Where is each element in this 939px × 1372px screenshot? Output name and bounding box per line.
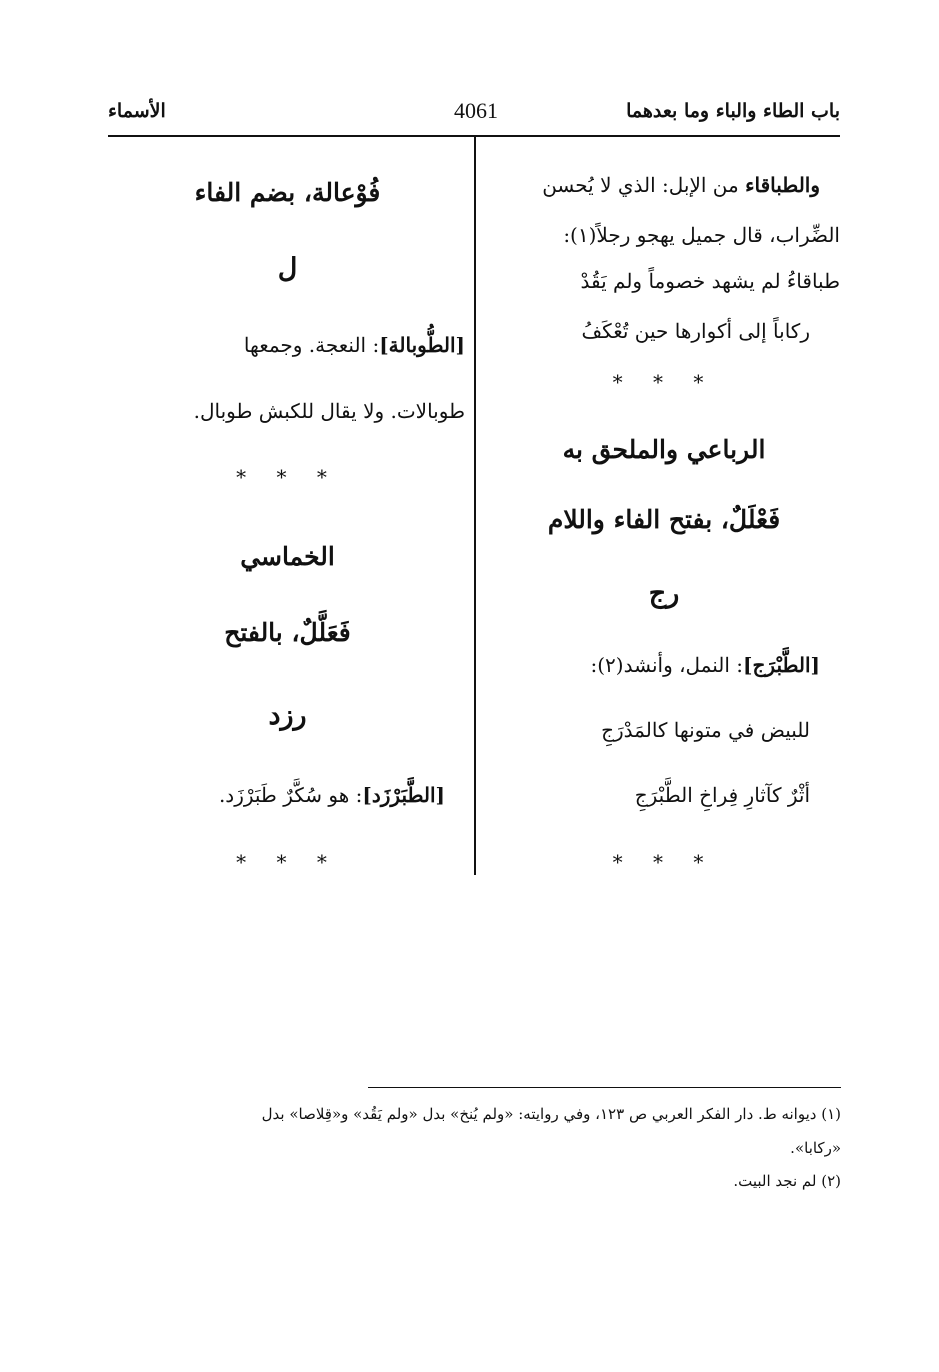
root-heading: ل	[277, 253, 298, 284]
verse-line: أثْرٌ كآثارِ فِراخِ الطَّبْرَجِ	[634, 783, 810, 807]
paragraph-line: الضِّراب، قال جميل يهجو رجلاً(١):	[563, 223, 840, 247]
section-title: الرباعي والملحق به	[562, 435, 766, 464]
footnote-rule	[368, 1087, 841, 1088]
column-divider	[474, 137, 476, 875]
pattern-title: فُوْعالة، بضم الفاء	[194, 178, 381, 207]
pattern-title: فَعَلَّلٌ، بالفتح	[224, 618, 351, 647]
paragraph-line: والطباقاء من الإبل: الذي لا يُحسن	[542, 173, 820, 197]
entry-line: [الطَّبْرَج]: النمل، وأنشد(٢):	[590, 653, 820, 677]
separator-stars: * * *	[612, 370, 716, 394]
page-header	[108, 96, 840, 136]
entry-headword: [الطَّبَرْزَد]	[362, 783, 445, 807]
entry-headword: [الطُّوبالة]	[379, 333, 465, 357]
separator-stars: * * *	[612, 850, 716, 874]
entry-line: طوبالات. ولا يقال للكبش طوبال.	[193, 399, 465, 423]
separator-stars: * * *	[236, 465, 339, 489]
section-title: الخماسي	[240, 542, 335, 571]
footnote-1-continuation: «ركابا».	[790, 1139, 841, 1157]
entry-line: [الطُّوبالة]: النعجة. وجمعها	[243, 333, 465, 357]
separator-stars: * * *	[236, 850, 339, 874]
page-number: 4061	[454, 98, 498, 123]
root-heading: رج	[648, 578, 680, 609]
verse-line: طباقاءُ لم يشهد خصوماً ولم يَقُدْ	[580, 269, 840, 293]
entry-line: [الطَّبَرْزَد]: هو سُكَّرٌ طَبَرْزَد.	[218, 783, 445, 807]
verse-line: ركاباً إلى أكوارها حين تُعْكَفُ	[581, 319, 810, 343]
header-section-title: الأسماء	[108, 100, 166, 122]
entry-lead-word: والطباقاء	[745, 173, 820, 197]
header-chapter-title: باب الطاء والباء وما بعدهما	[626, 100, 840, 122]
footnote-1: (١) ديوانه ط. دار الفكر العربي ص ١٢٣، وفي روايته: «ولم يُنخ» بدل «ولم يَقُد» و«قِلاصا» بدل	[261, 1105, 841, 1123]
pattern-title: فَعْلَلٌ، بفتح الفاء واللام	[547, 505, 781, 534]
verse-line: للبيض في متونها كالمَدْرَجِ	[601, 718, 810, 742]
footnote-2: (٢) لم نجد البيت.	[733, 1172, 841, 1190]
root-heading: رزد	[268, 700, 307, 731]
entry-headword: [الطَّبْرَج]	[743, 653, 820, 677]
